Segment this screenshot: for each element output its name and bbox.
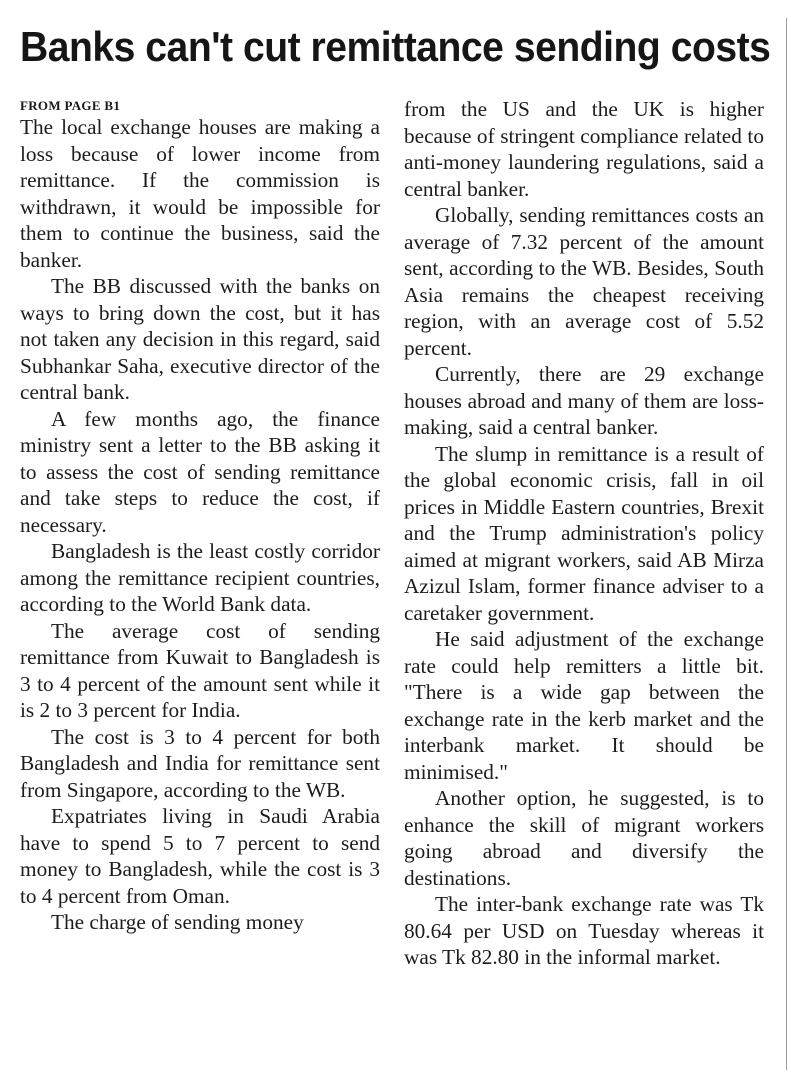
article-paragraph: Another option, he suggested, is to enhance the skill of migrant workers going abroad and diversify the destinations. (404, 786, 764, 890)
article-paragraph: Globally, sending remittances costs an average of 7.32 percent of the amount sent, according to the WB. Besides, South Asia remains the cheapest receiving region, with an average cost of 5.52 percent. (404, 203, 764, 360)
article-paragraph: Currently, there are 29 exchange houses abroad and many of them are loss-making, said a central banker. (404, 362, 764, 439)
article-paragraph: The inter-bank exchange rate was Tk 80.64 per USD on Tuesday whereas it was Tk 82.80 in the informal market. (404, 892, 764, 969)
page-edge-rule (786, 18, 787, 1070)
article-paragraph: from the US and the UK is higher because of stringent compliance related to anti-money laundering regulations, said a central banker. (404, 97, 764, 201)
article-paragraph: He said adjustment of the exchange rate could help remitters a little bit. "There is a wide gap between the exchange rate in the kerb market and the interbank market. It should be minimised." (404, 627, 764, 784)
article-paragraph: The slump in remittance is a result of the global economic crisis, fall in oil prices in Middle Eastern countries, Brexit and the Trump administration's policy aimed at migrant workers, said AB Mirza Azizul Islam, former finance adviser to a caretaker government. (404, 441, 764, 625)
article-column-left (20, 97, 380, 936)
article-paragraph: Expatriates living in Saudi Arabia have to spend 5 to 7 percent to send money to Bangladesh, while the cost is 3 to 4 percent from Oman. (20, 804, 380, 908)
article-column-right (404, 96, 764, 971)
article-paragraph: Bangladesh is the least costly corridor among the remittance recipient countries, according to the World Bank data. (20, 539, 380, 616)
article-paragraph: The cost is 3 to 4 percent for both Bangladesh and India for remittance sent from Singapore, according to the WB. (20, 724, 380, 802)
article-paragraph: The BB discussed with the banks on ways to bring down the cost, but it has not taken any decision in this regard, said Subhankar Saha, executive director of the central bank. (20, 274, 380, 404)
dateline: FROM PAGE B1 (20, 98, 121, 113)
article-paragraph: A few months ago, the finance ministry sent a letter to the BB asking it to assess the cost of sending remittance and take steps to reduce the cost, if necessary. (20, 406, 380, 537)
article-headline: Banks can't cut remittance sending costs (20, 23, 771, 70)
article-paragraph: The average cost of sending remittance from Kuwait to Bangladesh is 3 to 4 percent of the amount sent while it is 2 to 3 percent for India. (20, 618, 380, 722)
article-paragraph: The local exchange houses are making a loss because of lower income from remittance. If the commission is withdrawn, it would be impossible for them to continue the business, said the banker. (20, 115, 380, 272)
article-paragraph: The charge of sending money (51, 910, 304, 934)
